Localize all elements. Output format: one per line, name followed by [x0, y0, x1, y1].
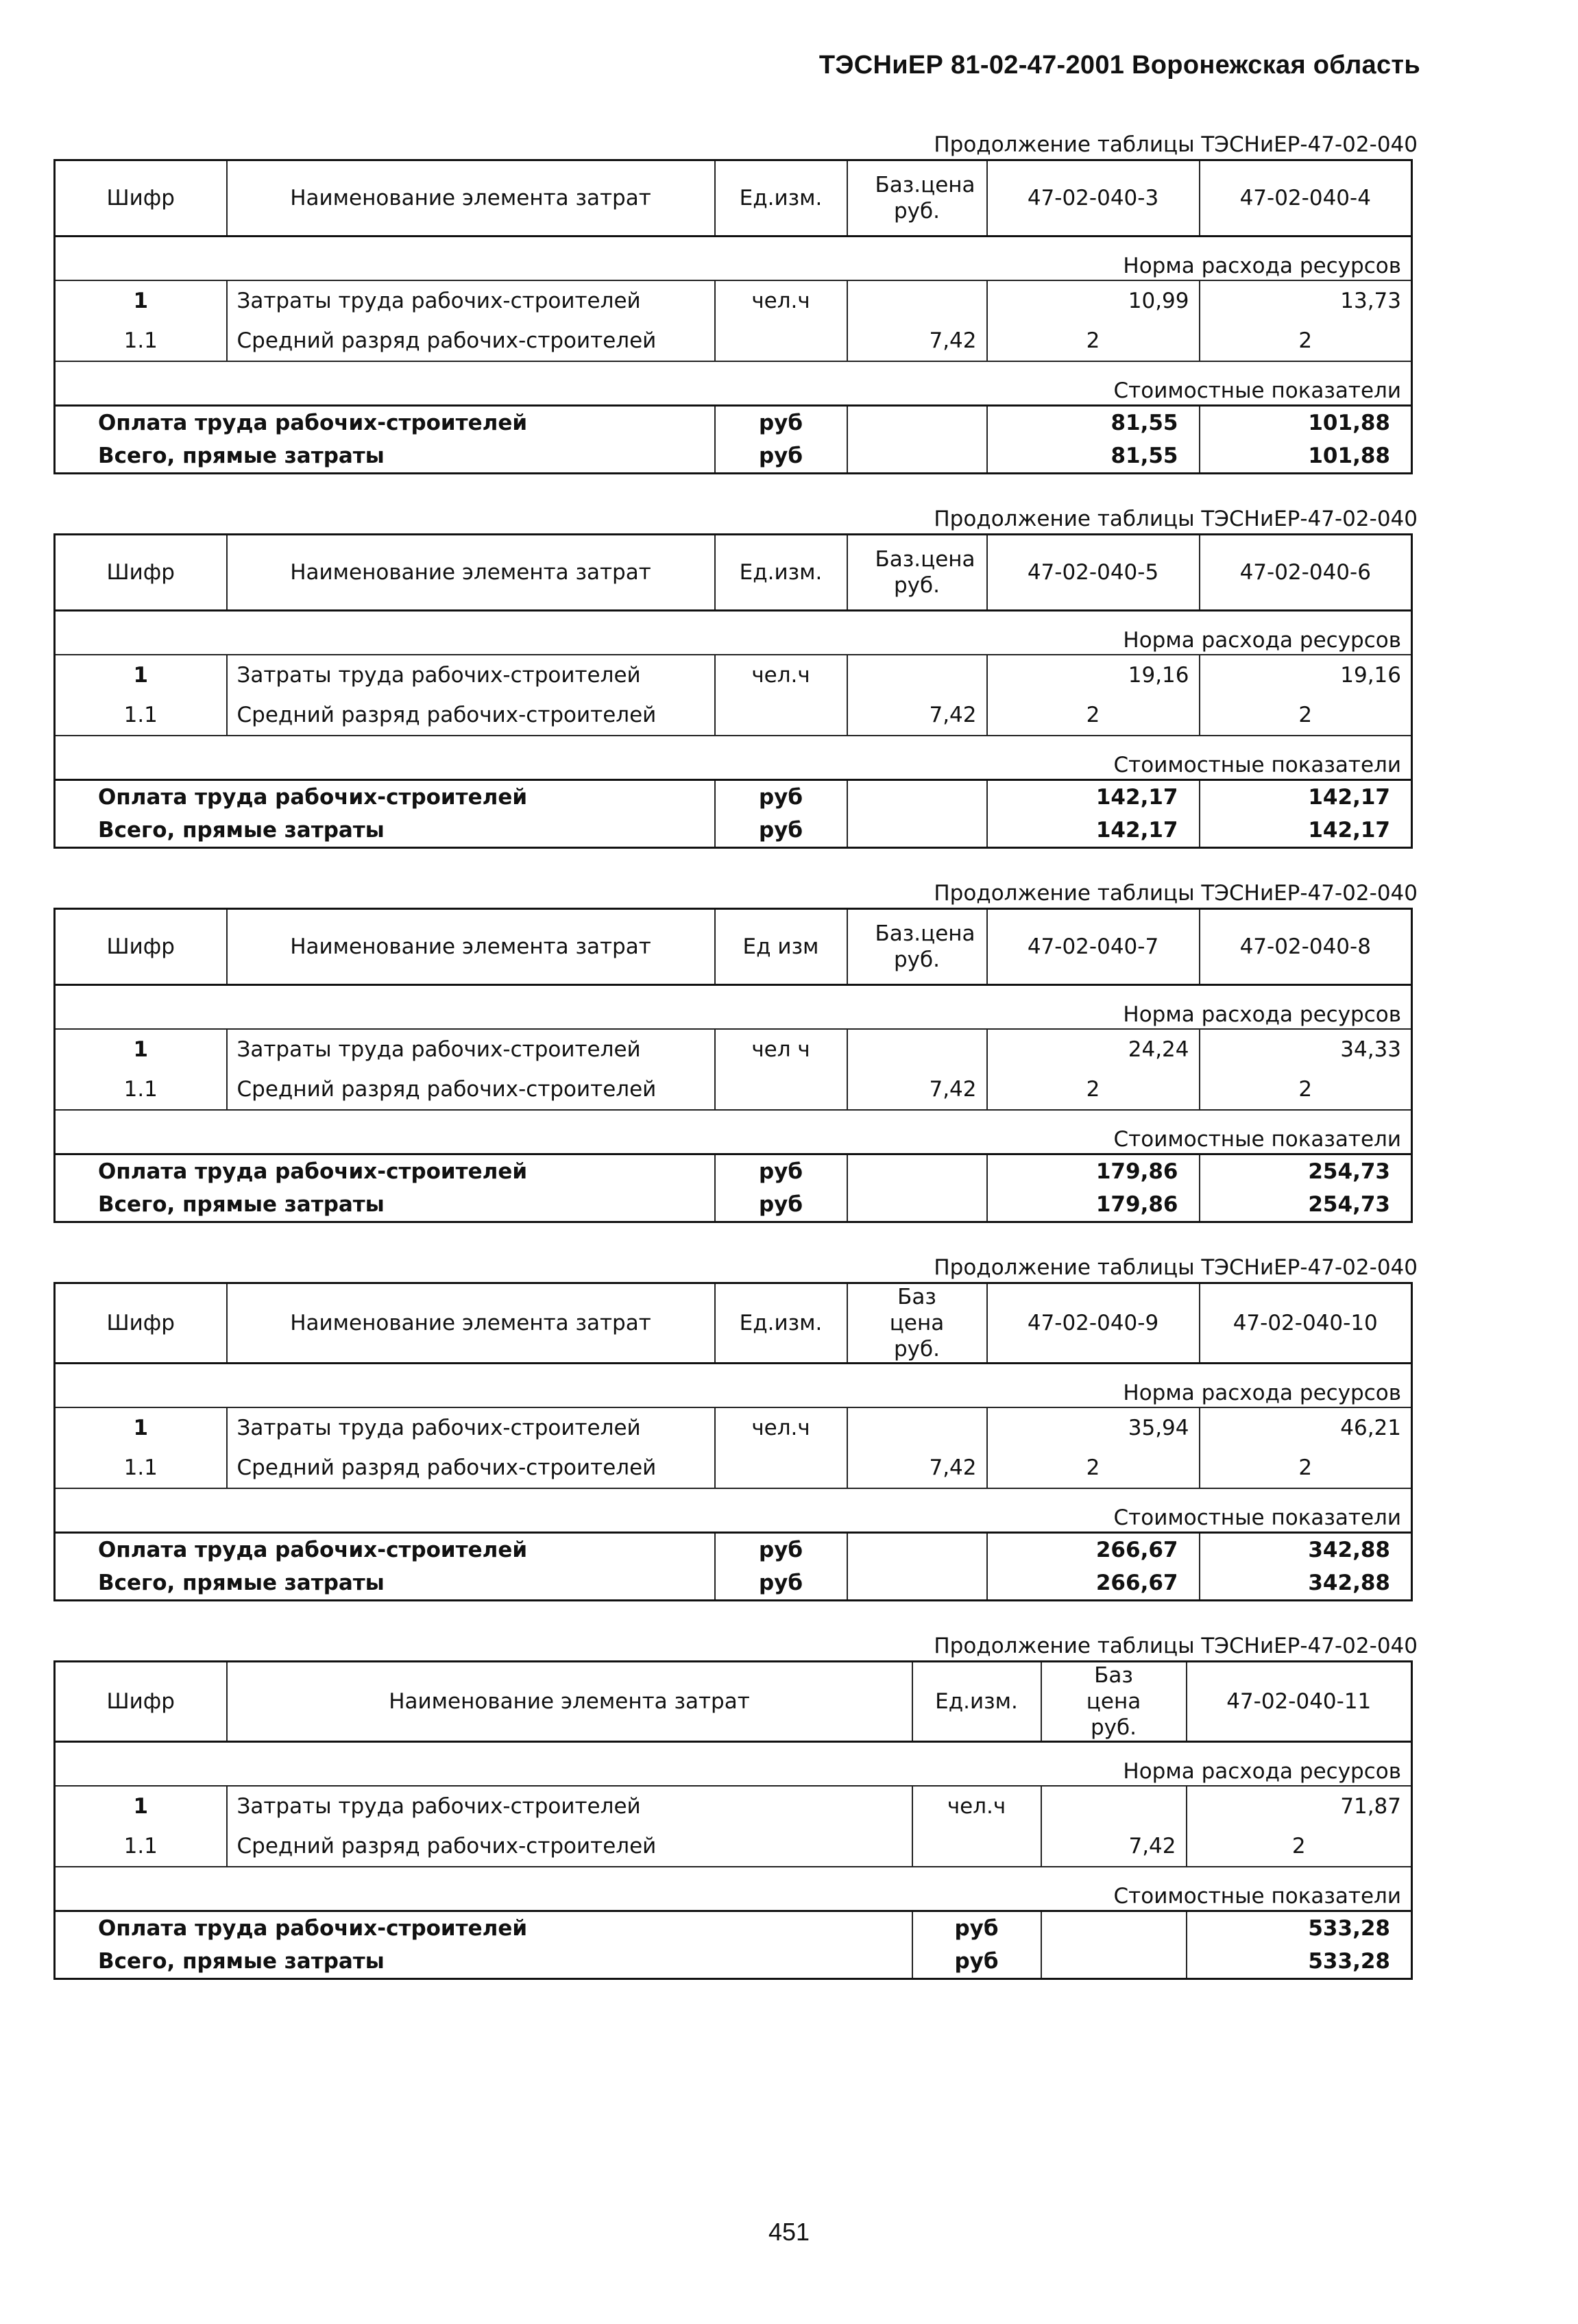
col-header-name: Наименование элемента затрат [227, 535, 715, 611]
row-value: 2 [987, 321, 1200, 361]
row-base-price [847, 280, 987, 321]
row-value: 13,73 [1200, 280, 1412, 321]
row-base-price [847, 1029, 987, 1069]
header-row [55, 1283, 1412, 1364]
row-name: Затраты труда рабочих-строителей [227, 1029, 715, 1069]
col-header-name: Наименование элемента затрат [227, 1283, 715, 1364]
total-base-price-empty [847, 406, 987, 440]
total-name: Оплата труда рабочих-строителей [55, 780, 715, 814]
row-value: 46,21 [1200, 1407, 1412, 1448]
norm-table [53, 908, 1413, 1223]
total-value: 342,88 [1200, 1533, 1412, 1567]
row-unit [715, 321, 847, 361]
col-header-name: Наименование элемента затрат [227, 909, 715, 985]
row-base-price: 7,42 [847, 321, 987, 361]
total-value: 342,88 [1200, 1566, 1412, 1601]
row-name: Средний разряд рабочих-строителей [227, 695, 715, 736]
total-base-price-empty [847, 1566, 987, 1601]
norm-table [53, 1282, 1413, 1601]
row-unit [715, 1448, 847, 1488]
total-value: 266,67 [987, 1566, 1200, 1601]
total-name: Оплата труда рабочих-строителей [55, 1154, 715, 1189]
row-unit: чел.ч [715, 655, 847, 695]
col-header-unit: Ед изм [715, 909, 847, 985]
total-name: Оплата труда рабочих-строителей [55, 1533, 715, 1567]
row-value: 10,99 [987, 280, 1200, 321]
col-header-base-price: Баз.цена руб. [847, 535, 987, 611]
norm-table [53, 159, 1413, 474]
total-base-price-empty [847, 439, 987, 474]
total-unit: руб [912, 1945, 1041, 1979]
row-unit [715, 1069, 847, 1110]
cost-band-label: Стоимостные показатели [55, 736, 1412, 780]
row-code: 1 [55, 1029, 227, 1069]
col-header-code: Шифр [55, 160, 227, 237]
row-unit: чел ч [715, 1029, 847, 1069]
labor-pay-row [55, 1533, 1412, 1567]
col-header-norm-code: 47-02-040-6 [1200, 535, 1412, 611]
cost-band-row [55, 1110, 1412, 1154]
col-header-base-price: Баз.цена руб. [847, 160, 987, 237]
row-value: 24,24 [987, 1029, 1200, 1069]
resource-band-label: Норма расхода ресурсов [55, 1364, 1412, 1408]
page-number: 451 [768, 2218, 810, 2246]
row-code: 1 [55, 1407, 227, 1448]
direct-costs-row [55, 1188, 1412, 1222]
col-header-base-price: Баз цена руб. [1041, 1662, 1187, 1742]
col-header-norm-code: 47-02-040-8 [1200, 909, 1412, 985]
row-value: 2 [1200, 695, 1412, 736]
norm-table [53, 1660, 1413, 1980]
total-name: Всего, прямые затраты [55, 439, 715, 474]
resource-band-row [55, 611, 1412, 655]
row-code: 1 [55, 1786, 227, 1826]
direct-costs-row [55, 1566, 1412, 1601]
row-code: 1.1 [55, 1069, 227, 1110]
total-value: 142,17 [987, 814, 1200, 848]
row-value: 2 [1200, 321, 1412, 361]
labor-pay-row [55, 1911, 1412, 1946]
row-unit: чел.ч [912, 1786, 1041, 1826]
row-code: 1.1 [55, 321, 227, 361]
total-unit: руб [715, 1533, 847, 1567]
col-header-norm-code: 47-02-040-4 [1200, 160, 1412, 237]
total-value: 533,28 [1187, 1911, 1412, 1946]
cost-band-label: Стоимостные показатели [55, 1110, 1412, 1154]
resource-band-label: Норма расхода ресурсов [55, 985, 1412, 1030]
total-unit: руб [912, 1911, 1041, 1946]
cost-band-label: Стоимостные показатели [55, 1488, 1412, 1533]
row-code: 1 [55, 280, 227, 321]
resource-band-row [55, 1364, 1412, 1408]
row-value: 35,94 [987, 1407, 1200, 1448]
table-row [55, 695, 1412, 736]
row-value: 2 [1200, 1448, 1412, 1488]
norm-table-block [53, 505, 1418, 849]
table-caption: Продолжение таблицы ТЭСНиЕР-47-02-040 [934, 881, 1418, 906]
row-value: 71,87 [1187, 1786, 1412, 1826]
resource-band-label: Норма расхода ресурсов [55, 237, 1412, 281]
table-caption: Продолжение таблицы ТЭСНиЕР-47-02-040 [934, 1255, 1418, 1280]
table-caption: Продолжение таблицы ТЭСНиЕР-47-02-040 [934, 507, 1418, 531]
row-unit: чел.ч [715, 1407, 847, 1448]
row-name: Затраты труда рабочих-строителей [227, 280, 715, 321]
col-header-norm-code: 47-02-040-11 [1187, 1662, 1412, 1742]
norm-table-block [53, 1632, 1418, 1980]
col-header-name: Наименование элемента затрат [227, 1662, 912, 1742]
norm-table [53, 533, 1413, 849]
table-row [55, 655, 1412, 695]
row-base-price [1041, 1786, 1187, 1826]
total-base-price-empty [1041, 1945, 1187, 1979]
row-value: 19,16 [987, 655, 1200, 695]
total-name: Всего, прямые затраты [55, 1566, 715, 1601]
row-value: 2 [987, 1069, 1200, 1110]
col-header-norm-code: 47-02-040-7 [987, 909, 1200, 985]
col-header-unit: Ед.изм. [912, 1662, 1041, 1742]
row-base-price [847, 1407, 987, 1448]
norm-table-block [53, 879, 1418, 1223]
direct-costs-row [55, 814, 1412, 848]
resource-band-row [55, 1742, 1412, 1787]
table-row [55, 280, 1412, 321]
col-header-name: Наименование элемента затрат [227, 160, 715, 237]
total-value: 179,86 [987, 1188, 1200, 1222]
row-unit [715, 695, 847, 736]
total-value: 179,86 [987, 1154, 1200, 1189]
row-value: 2 [987, 695, 1200, 736]
row-value: 2 [1187, 1826, 1412, 1867]
total-value: 81,55 [987, 439, 1200, 474]
total-value: 254,73 [1200, 1154, 1412, 1189]
total-name: Оплата труда рабочих-строителей [55, 1911, 912, 1946]
norm-tables [53, 130, 1418, 2010]
resource-band-row [55, 237, 1412, 281]
col-header-base-price: Баз цена руб. [847, 1283, 987, 1364]
total-value: 101,88 [1200, 439, 1412, 474]
header-row [55, 535, 1412, 611]
table-row [55, 321, 1412, 361]
labor-pay-row [55, 780, 1412, 814]
cost-band-row [55, 736, 1412, 780]
page-title: ТЭСНиЕР 81-02-47-2001 Воронежская область [818, 51, 1420, 80]
table-row [55, 1407, 1412, 1448]
cost-band-label: Стоимостные показатели [55, 361, 1412, 406]
cost-band-row [55, 361, 1412, 406]
total-unit: руб [715, 439, 847, 474]
row-name: Затраты труда рабочих-строителей [227, 1407, 715, 1448]
resource-band-row [55, 985, 1412, 1030]
col-header-base-price: Баз.цена руб. [847, 909, 987, 985]
table-row [55, 1786, 1412, 1826]
table-caption: Продолжение таблицы ТЭСНиЕР-47-02-040 [934, 1634, 1418, 1658]
total-name: Оплата труда рабочих-строителей [55, 406, 715, 440]
total-base-price-empty [847, 1154, 987, 1189]
header-row [55, 1662, 1412, 1742]
table-row [55, 1029, 1412, 1069]
labor-pay-row [55, 406, 1412, 440]
row-name: Средний разряд рабочих-строителей [227, 1069, 715, 1110]
direct-costs-row [55, 1945, 1412, 1979]
total-base-price-empty [1041, 1911, 1187, 1946]
total-unit: руб [715, 1154, 847, 1189]
row-code: 1.1 [55, 695, 227, 736]
col-header-code: Шифр [55, 535, 227, 611]
col-header-norm-code: 47-02-040-9 [987, 1283, 1200, 1364]
row-unit: чел.ч [715, 280, 847, 321]
norm-table-block [53, 130, 1418, 474]
total-value: 142,17 [987, 780, 1200, 814]
total-name: Всего, прямые затраты [55, 1945, 912, 1979]
row-base-price [847, 655, 987, 695]
row-base-price: 7,42 [847, 1448, 987, 1488]
row-base-price: 7,42 [847, 1069, 987, 1110]
table-row [55, 1826, 1412, 1867]
col-header-unit: Ед.изм. [715, 160, 847, 237]
row-code: 1.1 [55, 1448, 227, 1488]
total-value: 266,67 [987, 1533, 1200, 1567]
total-value: 142,17 [1200, 814, 1412, 848]
col-header-code: Шифр [55, 909, 227, 985]
total-value: 101,88 [1200, 406, 1412, 440]
total-value: 533,28 [1187, 1945, 1412, 1979]
norm-table-block [53, 1253, 1418, 1601]
col-header-norm-code: 47-02-040-3 [987, 160, 1200, 237]
row-name: Средний разряд рабочих-строителей [227, 1826, 912, 1867]
table-caption: Продолжение таблицы ТЭСНиЕР-47-02-040 [934, 132, 1418, 157]
row-value: 19,16 [1200, 655, 1412, 695]
total-name: Всего, прямые затраты [55, 814, 715, 848]
total-unit: руб [715, 1566, 847, 1601]
cost-band-row [55, 1867, 1412, 1911]
resource-band-label: Норма расхода ресурсов [55, 611, 1412, 655]
total-base-price-empty [847, 814, 987, 848]
cost-band-label: Стоимостные показатели [55, 1867, 1412, 1911]
row-value: 2 [987, 1448, 1200, 1488]
row-name: Затраты труда рабочих-строителей [227, 1786, 912, 1826]
labor-pay-row [55, 1154, 1412, 1189]
total-unit: руб [715, 814, 847, 848]
row-name: Средний разряд рабочих-строителей [227, 321, 715, 361]
total-unit: руб [715, 780, 847, 814]
row-base-price: 7,42 [847, 695, 987, 736]
col-header-code: Шифр [55, 1283, 227, 1364]
total-base-price-empty [847, 1188, 987, 1222]
header-row [55, 160, 1412, 237]
cost-band-row [55, 1488, 1412, 1533]
direct-costs-row [55, 439, 1412, 474]
total-base-price-empty [847, 1533, 987, 1567]
row-base-price: 7,42 [1041, 1826, 1187, 1867]
row-code: 1 [55, 655, 227, 695]
row-name: Затраты труда рабочих-строителей [227, 655, 715, 695]
header-row [55, 909, 1412, 985]
total-value: 81,55 [987, 406, 1200, 440]
table-row [55, 1069, 1412, 1110]
total-unit: руб [715, 406, 847, 440]
total-base-price-empty [847, 780, 987, 814]
col-header-unit: Ед.изм. [715, 1283, 847, 1364]
row-unit [912, 1826, 1041, 1867]
row-value: 34,33 [1200, 1029, 1412, 1069]
col-header-unit: Ед.изм. [715, 535, 847, 611]
resource-band-label: Норма расхода ресурсов [55, 1742, 1412, 1787]
total-unit: руб [715, 1188, 847, 1222]
row-name: Средний разряд рабочих-строителей [227, 1448, 715, 1488]
col-header-norm-code: 47-02-040-10 [1200, 1283, 1412, 1364]
col-header-code: Шифр [55, 1662, 227, 1742]
total-value: 142,17 [1200, 780, 1412, 814]
total-value: 254,73 [1200, 1188, 1412, 1222]
table-row [55, 1448, 1412, 1488]
col-header-norm-code: 47-02-040-5 [987, 535, 1200, 611]
total-name: Всего, прямые затраты [55, 1188, 715, 1222]
row-value: 2 [1200, 1069, 1412, 1110]
row-code: 1.1 [55, 1826, 227, 1867]
